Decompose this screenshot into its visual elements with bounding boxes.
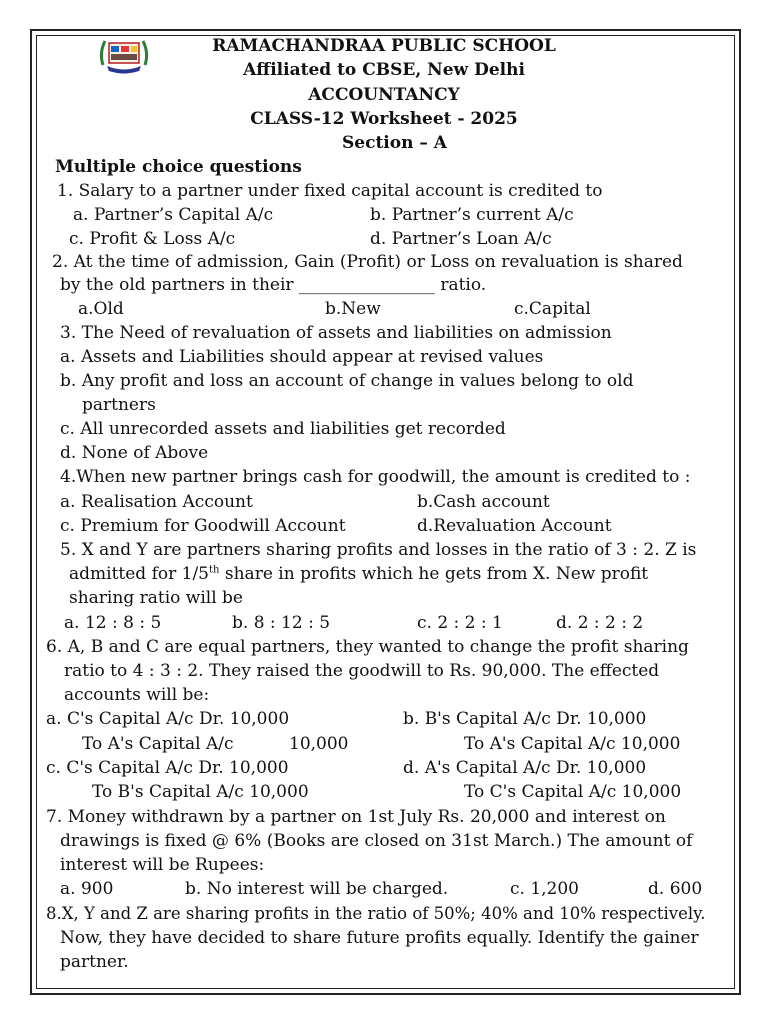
q3-option-b-line2: partners	[82, 395, 156, 415]
q5-option-c: c. 2 : 2 : 1	[417, 613, 503, 633]
question-2-line1: 2. At the time of admission, Gain (Profit) or Loss on revaluation is shared	[52, 252, 683, 272]
question-1: 1. Salary to a partner under fixed capital account is credited to	[57, 181, 603, 201]
section-heading: Multiple choice questions	[55, 157, 302, 177]
q4-option-d: d.Revaluation Account	[417, 516, 612, 536]
q5-option-b: b. 8 : 12 : 5	[232, 613, 331, 633]
q5-line2-end: share in profits which he gets from X. New profit	[219, 564, 649, 584]
question-6-line3: accounts will be:	[64, 685, 210, 705]
q4-option-a: a. Realisation Account	[60, 492, 253, 512]
q7-option-b: b. No interest will be charged.	[185, 879, 449, 899]
question-7-line2: drawings is fixed @ 6% (Books are closed on 31st March.) The amount of	[60, 831, 693, 851]
question-8-line1: 8.X, Y and Z are sharing profits in the ratio of 50%; 40% and 10% respectively.	[46, 904, 706, 923]
school-name: RAMACHANDRAA PUBLIC SCHOOL	[212, 36, 556, 56]
q2-option-c: c.Capital	[514, 299, 591, 319]
q3-option-c: c. All unrecorded assets and liabilities get recorded	[60, 419, 506, 439]
q3-option-a: a. Assets and Liabilities should appear at revised values	[60, 347, 544, 367]
q6-option-c-line1: c. C's Capital A/c Dr. 10,000	[46, 758, 289, 778]
q5-superscript: th	[209, 564, 220, 576]
question-3: 3. The Need of revaluation of assets and liabilities on admission	[60, 323, 612, 343]
worksheet-title: CLASS-12 Worksheet - 2025	[250, 109, 518, 129]
question-4: 4.When new partner brings cash for goodwill, the amount is credited to :	[60, 467, 691, 487]
q6-option-c-line2: To B's Capital A/c 10,000	[92, 782, 309, 802]
question-7-line3: interest will be Rupees:	[60, 855, 265, 875]
q3-option-b-line1: b. Any profit and loss an account of change in values belong to old	[60, 371, 634, 391]
question-7-line1: 7. Money withdrawn by a partner on 1st July Rs. 20,000 and interest on	[46, 807, 666, 827]
q4-option-c: c. Premium for Goodwill Account	[60, 516, 346, 536]
q1-option-d: d. Partner’s Loan A/c	[370, 229, 552, 249]
q7-option-d: d. 600	[648, 879, 703, 899]
question-5-line1: 5. X and Y are partners sharing profits and losses in the ratio of 3 : 2. Z is	[60, 540, 697, 560]
q1-option-a: a. Partner’s Capital A/c	[73, 205, 274, 225]
q7-option-a: a. 900	[60, 879, 114, 899]
q1-option-c: c. Profit & Loss A/c	[69, 229, 236, 249]
q5-line2-start: admitted for 1/5	[69, 564, 210, 584]
q2-option-a: a.Old	[78, 299, 124, 319]
question-5-line2	[69, 564, 648, 584]
q6-option-a-amount: 10,000	[289, 734, 349, 754]
question-6-line2: ratio to 4 : 3 : 2. They raised the goodwill to Rs. 90,000. The effected	[64, 661, 660, 681]
question-5-line3: sharing ratio will be	[69, 588, 243, 608]
affiliation: Affiliated to CBSE, New Delhi	[243, 60, 525, 80]
q6-option-b-line2: To A's Capital A/c 10,000	[464, 734, 681, 754]
question-8-line2: Now, they have decided to share future profits equally. Identify the gainer	[60, 928, 699, 948]
q5-option-d: d. 2 : 2 : 2	[556, 613, 644, 633]
q7-option-c: c. 1,200	[510, 879, 579, 899]
q6-option-d-line2: To C's Capital A/c 10,000	[464, 782, 682, 802]
q6-option-b-line1: b. B's Capital A/c Dr. 10,000	[403, 709, 647, 729]
q6-option-a-line2: To A's Capital A/c	[82, 734, 234, 754]
question-6-line1: 6. A, B and C are equal partners, they wanted to change the profit sharing	[46, 637, 689, 657]
q4-option-b: b.Cash account	[417, 492, 550, 512]
subject-title: ACCOUNTANCY	[308, 85, 460, 105]
q5-option-a: a. 12 : 8 : 5	[64, 613, 162, 633]
q1-option-b: b. Partner’s current A/c	[370, 205, 574, 225]
section-title: Section – A	[342, 133, 447, 153]
q6-option-d-line1: d. A's Capital A/c Dr. 10,000	[403, 758, 647, 778]
question-2-line2: by the old partners in their ________________ ratio.	[60, 275, 487, 295]
q2-option-b: b.New	[325, 299, 381, 319]
q6-option-a-line1: a. C's Capital A/c Dr. 10,000	[46, 709, 290, 729]
question-8-line3: partner.	[60, 952, 129, 972]
q3-option-d: d. None of Above	[60, 443, 209, 463]
